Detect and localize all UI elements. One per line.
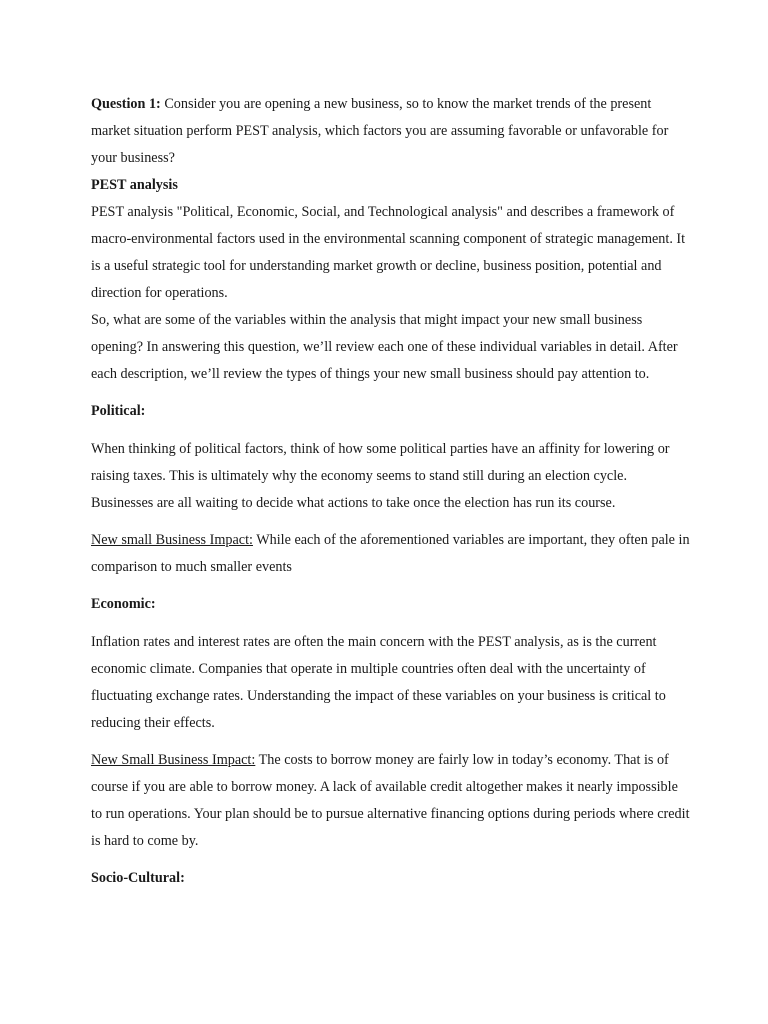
question-label: Question 1: — [91, 96, 161, 112]
pest-heading: PEST analysis — [91, 177, 178, 193]
question-text: Consider you are opening a new business, so to know the market trends of the present market situation perform PEST analysis, which factors you are assuming favorable or unfavorable for your business? — [91, 96, 669, 166]
economic-impact-paragraph — [91, 747, 691, 855]
document-page — [91, 91, 691, 892]
economic-impact-label: New Small Business Impact: — [91, 752, 256, 768]
political-heading: Political: — [91, 403, 146, 419]
political-paragraph: When thinking of political factors, think of how some political parties have an affinity for lowering or raising taxes. This is ultimately why the economy seems to stand still during an election cycle. Businesses are all waiting to decide what actions to take once the election has run its course. — [91, 441, 670, 511]
economic-impact-text: The costs to borrow money are fairly low in today’s economy. That is of course if you are able to borrow money. A lack of available credit altogether makes it nearly impossible to run operations. Your plan should be to pursue alternative financing options during periods where credit is hard to come by. — [91, 752, 690, 849]
pest-paragraph-2: So, what are some of the variables within the analysis that might impact your new small business opening? In answering this question, we’ll review each one of these individual variables in detail. After each description, we’ll review the types of things your new small business should pay attention to. — [91, 312, 678, 382]
question-paragraph — [91, 91, 691, 172]
political-impact-text: While each of the aforementioned variables are important, they often pale in comparison to much smaller events — [91, 532, 690, 575]
economic-heading: Economic: — [91, 596, 156, 612]
economic-paragraph: Inflation rates and interest rates are often the main concern with the PEST analysis, as is the current economic climate. Companies that operate in multiple countries often deal with the uncertainty of fluctuating exchange rates. Understanding the impact of these variables on your business is critical to reducing their effects. — [91, 634, 666, 731]
political-impact-label: New small Business Impact: — [91, 532, 253, 548]
political-impact-paragraph — [91, 527, 691, 581]
socio-cultural-heading: Socio-Cultural: — [91, 870, 185, 886]
pest-paragraph-1: PEST analysis "Political, Economic, Social, and Technological analysis" and describes a framework of macro-environmental factors used in the environmental scanning component of strategic management. It is a useful strategic tool for understanding market growth or decline, business position, potential and direction for operations. — [91, 204, 686, 301]
